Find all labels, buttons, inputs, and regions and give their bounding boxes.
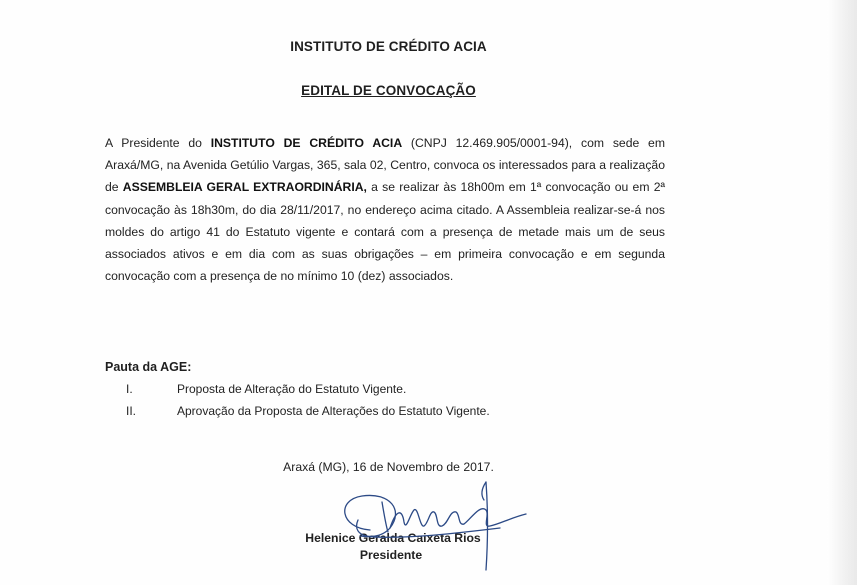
assembly-name: ASSEMBLEIA GERAL EXTRAORDINÁRIA, xyxy=(122,180,367,195)
agenda-item-text: Aprovação da Proposta de Alterações do Estatuto Vigente. xyxy=(177,404,490,418)
signer-name: Helenice Geralda Caixeta Rios xyxy=(305,531,481,545)
handwritten-signature xyxy=(330,470,550,580)
body-text-part-2: (CNPJ 12.469.905/0001-94), com sede em Araxá/MG, na Avenida Getúlio Vargas, 365, sala 02, Centro, convoca os interessados para a realização de xyxy=(105,136,665,195)
agenda-item-text: Proposta de Alteração do Estatuto Vigente. xyxy=(177,382,407,396)
agenda-title: Pauta da AGE: xyxy=(105,360,192,374)
organization-name: INSTITUTO DE CRÉDITO ACIA xyxy=(210,136,403,150)
agenda-item-number: I. xyxy=(126,382,133,396)
body-text-part-1: A Presidente do xyxy=(105,136,211,150)
document-title: INSTITUTO DE CRÉDITO ACIA xyxy=(290,39,487,54)
body-text-part-3: a se realizar às 18h00m em 1ª convocação ou em 2ª convocação às 18h30m, do dia 28/11/2017, no endereço acima citado. A Assembleia realizar-se-á nos moldes do artigo 41 do Estatuto vigente e contará com a presença de metade mais um de seus associados ativos e em dia com as suas obrigações – em primeira convocação e em segunda convocação com a presença de no mínimo 10 (dez) associados. xyxy=(105,180,665,284)
page-edge-shadow xyxy=(827,0,857,585)
place-date: Araxá (MG), 16 de Novembro de 2017. xyxy=(283,460,494,474)
signer-role: Presidente xyxy=(359,548,423,562)
agenda-item-number: II. xyxy=(126,404,137,418)
document-subtitle: EDITAL DE CONVOCAÇÃO xyxy=(301,83,476,98)
body-paragraph xyxy=(105,132,665,287)
